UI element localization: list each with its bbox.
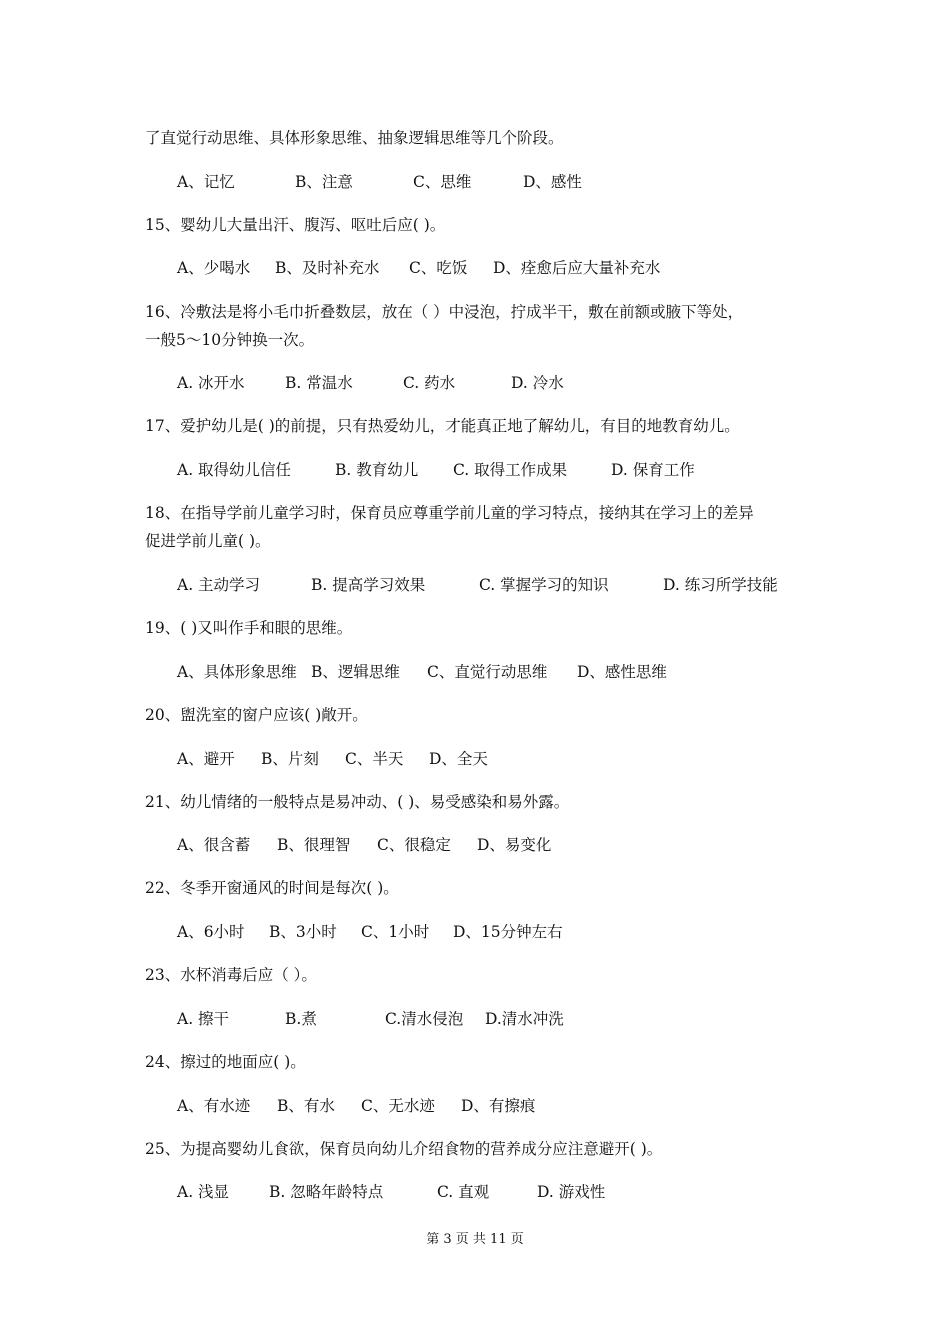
- option-b: B. 忽略年龄特点: [269, 1183, 384, 1201]
- option-b: B、片刻: [261, 750, 319, 768]
- option-d: D、15分钟左右: [453, 923, 563, 941]
- option-b: B、有水: [277, 1097, 335, 1115]
- option-b: B. 提高学习效果: [311, 576, 426, 594]
- question-continuation-text: 了直觉行动思维、具体形象思维、抽象逻辑思维等几个阶段。: [145, 129, 564, 147]
- option-d: D.清水冲洗: [485, 1010, 564, 1028]
- option-a: A、少喝水: [177, 259, 251, 277]
- question-25: 25、为提高婴幼儿食欲，保育员向幼儿介绍食物的营养成分应注意避开( )。: [145, 1140, 663, 1158]
- option-d: D. 游戏性: [537, 1183, 606, 1201]
- question-16-line-1: 16、冷敷法是将小毛巾折叠数层，放在（ ）中浸泡，拧成半干，敷在前额或腋下等处，: [145, 303, 744, 321]
- question-21-options: [177, 835, 551, 855]
- question-24: 24、擦过的地面应( )。: [145, 1053, 306, 1071]
- question-20: 20、盥洗室的窗户应该( )敞开。: [145, 706, 368, 724]
- question-23: 23、水杯消毒后应（ ）。: [145, 966, 317, 984]
- page-footer: 第 3 页 共 11 页: [426, 1232, 524, 1247]
- option-a: A. 冰开水: [177, 374, 245, 392]
- option-c: C、1小时: [361, 923, 430, 941]
- question-18-line-2: 促进学前儿童( )。: [145, 532, 271, 550]
- option-c: C.清水侵泡: [385, 1010, 464, 1028]
- option-a: A、避开: [177, 750, 235, 768]
- question-20-options: [177, 749, 488, 769]
- option-c: C. 掌握学习的知识: [479, 576, 609, 594]
- question-19: 19、( )又叫作手和眼的思维。: [145, 619, 353, 637]
- option-c: C、思维: [413, 173, 472, 191]
- option-b: B、及时补充水: [275, 259, 380, 277]
- option-d: D、易变化: [477, 836, 552, 854]
- option-a: A、很含蓄: [177, 836, 251, 854]
- option-d: D. 保育工作: [611, 461, 695, 479]
- option-d: D、感性思维: [577, 663, 667, 681]
- option-a: A、有水迹: [177, 1097, 251, 1115]
- option-c: C、吃饭: [409, 259, 468, 277]
- option-b: B. 常温水: [285, 374, 353, 392]
- option-d: D、感性: [523, 173, 582, 191]
- option-b: B.煮: [285, 1010, 317, 1028]
- question-23-options: [177, 1009, 564, 1029]
- question-15-options: [177, 258, 660, 278]
- option-a: A、记忆: [177, 173, 235, 191]
- option-a: A、6小时: [177, 923, 245, 941]
- option-a: A. 擦干: [177, 1010, 230, 1028]
- question-21: 21、幼儿情绪的一般特点是易冲动、( )、易受感染和易外露。: [145, 793, 570, 811]
- option-a: A. 主动学习: [177, 576, 261, 594]
- option-d: D、全天: [429, 750, 488, 768]
- option-d: D. 练习所学技能: [663, 576, 778, 594]
- option-d: D. 冷水: [511, 374, 564, 392]
- option-b: B. 教育幼儿: [335, 461, 419, 479]
- option-c: C、直觉行动思维: [427, 663, 548, 681]
- question-17-options: [177, 460, 695, 480]
- question-18-line-1: 18、在指导学前儿童学习时，保育员应尊重学前儿童的学习特点，接纳其在学习上的差异: [145, 504, 754, 522]
- question-16-options: [177, 373, 564, 393]
- option-c: C、半天: [345, 750, 404, 768]
- option-c: C. 直观: [437, 1183, 490, 1201]
- option-b: B、很理智: [277, 836, 351, 854]
- option-c: C、很稳定: [377, 836, 451, 854]
- continuation-options: [177, 172, 582, 192]
- option-d: D、有擦痕: [461, 1097, 536, 1115]
- question-18-options: [177, 575, 778, 595]
- option-d: D、痊愈后应大量补充水: [493, 259, 661, 277]
- question-22-options: [177, 922, 563, 942]
- question-17: 17、爱护幼儿是( )的前提，只有热爱幼儿，才能真正地了解幼儿，有目的地教育幼儿。: [145, 417, 740, 435]
- question-24-options: [177, 1096, 535, 1116]
- option-b: B、逻辑思维: [311, 663, 400, 681]
- option-a: A、具体形象思维: [177, 663, 297, 681]
- option-c: C. 取得工作成果: [453, 461, 568, 479]
- question-22: 22、冬季开窗通风的时间是每次( )。: [145, 879, 399, 897]
- option-a: A. 取得幼儿信任: [177, 461, 292, 479]
- question-19-options: [177, 662, 667, 682]
- option-b: B、3小时: [269, 923, 337, 941]
- option-a: A. 浅显: [177, 1183, 230, 1201]
- question-25-options: [177, 1182, 605, 1202]
- question-15: 15、婴幼儿大量出汗、腹泻、呕吐后应( )。: [145, 216, 446, 234]
- option-b: B、注意: [295, 173, 353, 191]
- option-c: C、无水迹: [361, 1097, 435, 1115]
- question-16-line-2: 一般5～10分钟换一次。: [145, 331, 315, 349]
- option-c: C. 药水: [403, 374, 456, 392]
